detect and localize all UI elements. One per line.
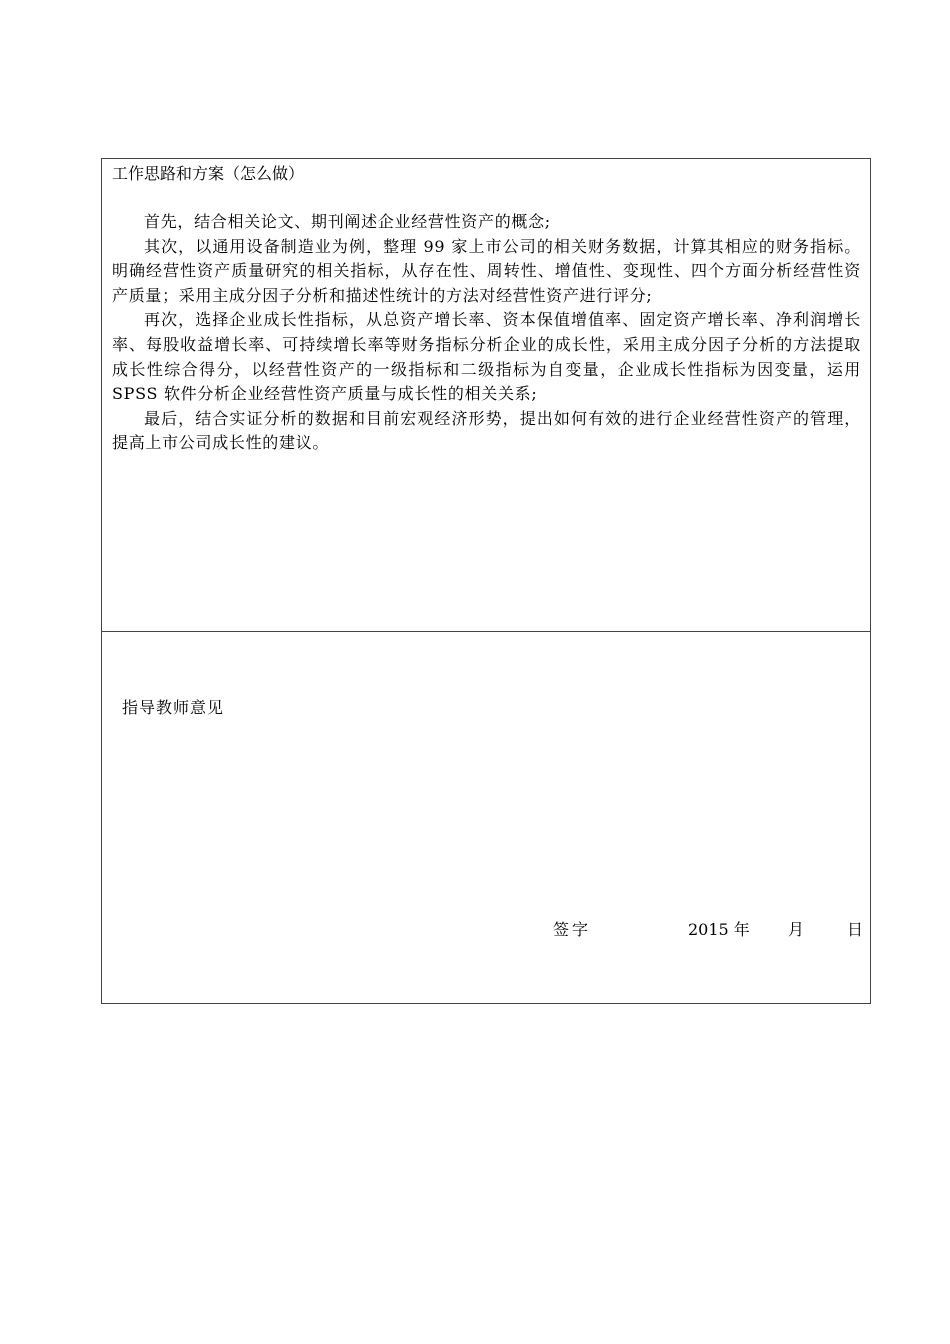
form-table xyxy=(101,158,871,1004)
plan-paragraph-third: 再次，选择企业成长性指标，从总资产增长率、资本保值增值率、固定资产增长率、净利润增长率、每股收益增长率、可持续增长率等财务指标分析企业的成长性，采用主成分因子分析的方法提取成长性综合得分，以经营性资产的一级指标和二级指标为自变量，企业成长性指标为因变量，运用 SPSS 软件分析企业经营性资产质量与成长性的相关关系; xyxy=(112,310,861,404)
advisor-opinion-cell xyxy=(102,632,870,1003)
signature-label: 签字 xyxy=(553,920,592,939)
plan-paragraph-last: 最后，结合实证分析的数据和目前宏观经济形势，提出如何有效的进行企业经营性资产的管理，提高上市公司成长性的建议。 xyxy=(112,408,861,453)
work-plan-cell xyxy=(102,159,870,632)
date-day: 日 xyxy=(847,920,864,939)
date-year: 2015 年 xyxy=(688,920,750,939)
work-plan-body xyxy=(112,210,861,456)
date-month: 月 xyxy=(788,920,805,939)
plan-paragraph-second: 其次，以通用设备制造业为例，整理 99 家上市公司的相关财务数据，计算其相应的财务指标。明确经营性资产质量研究的相关指标，从存在性、周转性、增值性、变现性、四个方面分析经营性资产质量；采用主成分因子分析和描述性统计的方法对经营性资产进行评分; xyxy=(112,236,861,305)
advisor-opinion-heading: 指导教师意见 xyxy=(122,698,225,717)
work-plan-heading: 工作思路和方案（怎么做） xyxy=(112,164,305,183)
plan-paragraph-first: 首先，结合相关论文、期刊阐述企业经营性资产的概念; xyxy=(144,212,551,231)
